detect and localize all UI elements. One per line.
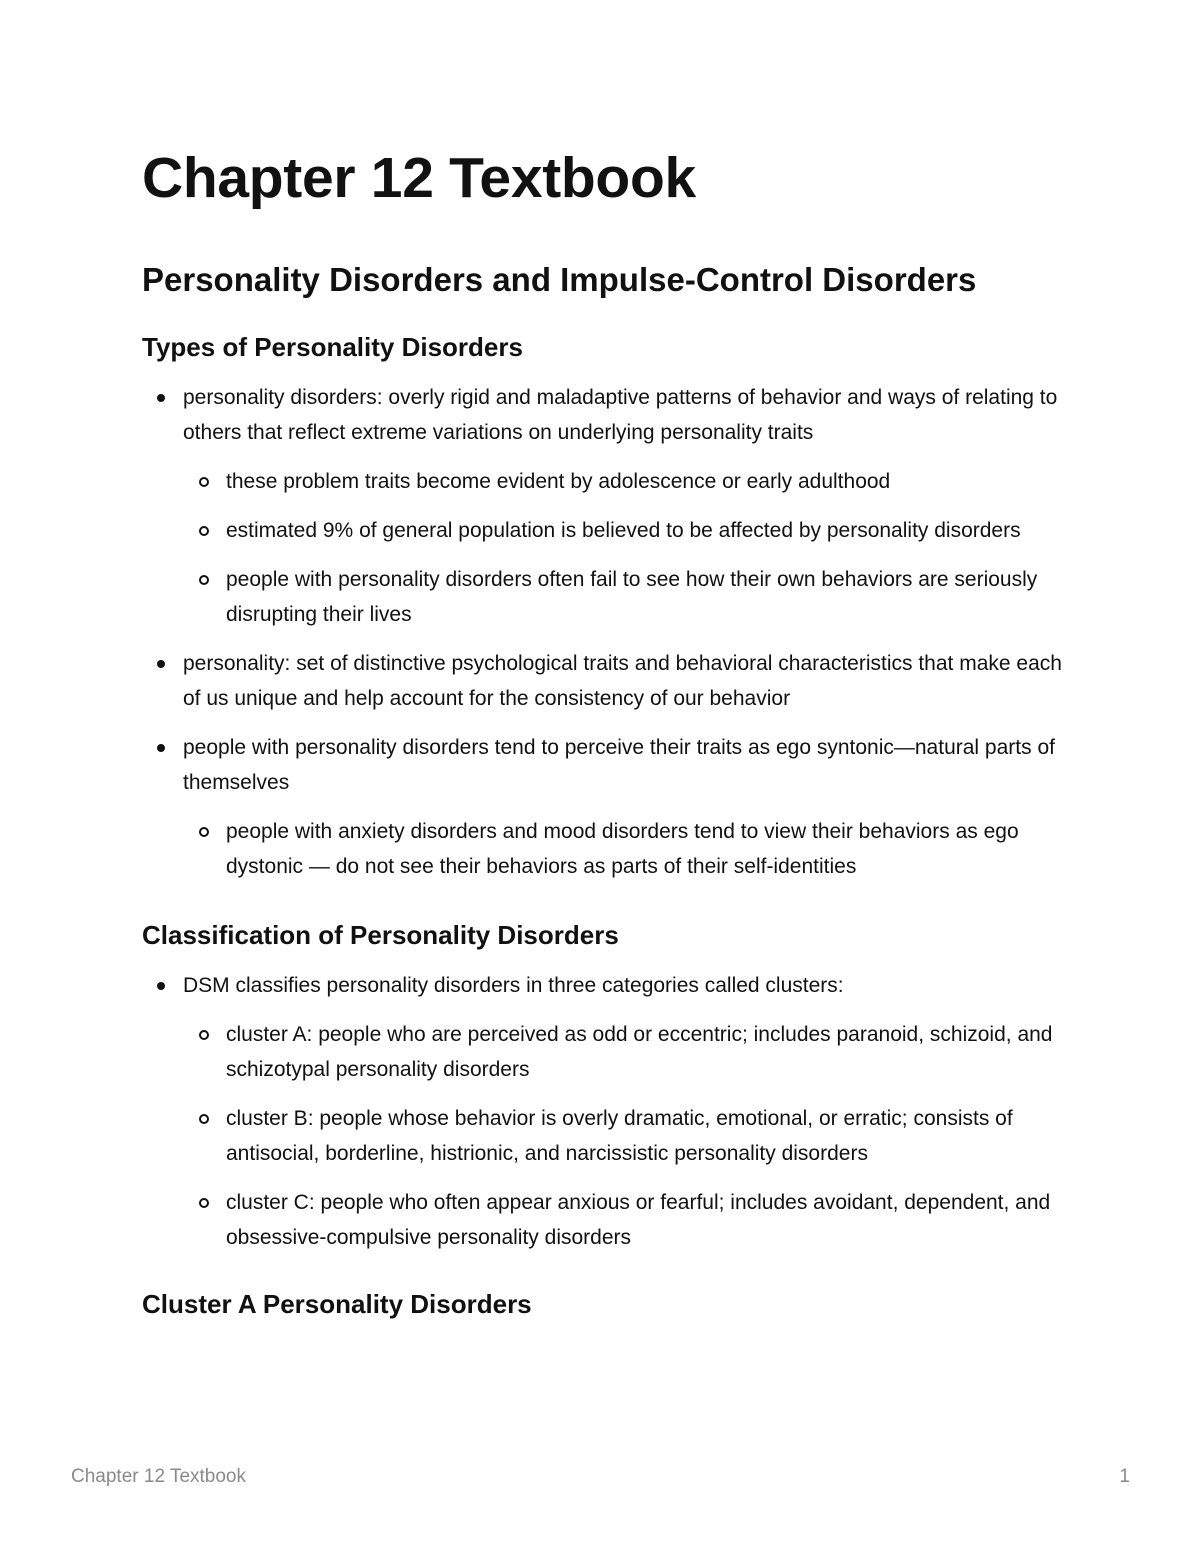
sub-list-item: cluster C: people who often appear anxious or fearful; includes avoidant, dependent, and obsessive-compulsive personality disorders — [183, 1185, 1062, 1255]
sub-list-item: cluster A: people who are perceived as odd or eccentric; includes paranoid, schizoid, and schizotypal personality disorders — [183, 1017, 1062, 1087]
list-item — [142, 380, 1062, 632]
section-heading-types: Types of Personality Disorders — [142, 332, 523, 362]
sub-bullet-list — [183, 464, 1062, 632]
list-item — [142, 646, 1062, 716]
footer-page-number: 1 — [1119, 1466, 1130, 1487]
list-item-text: people with personality disorders tend to perceive their traits as ego syntonic—natural parts of themselves — [183, 736, 1055, 794]
footer-title: Chapter 12 Textbook — [71, 1466, 246, 1487]
list-item — [142, 730, 1062, 884]
list-item-text: DSM classifies personality disorders in three categories called clusters: — [183, 974, 844, 997]
sub-bullet-list — [183, 814, 1062, 884]
list-item-text: personality disorders: overly rigid and maladaptive patterns of behavior and ways of relating to others that reflect extreme variations on underlying personality traits — [183, 386, 1058, 444]
section-heading-cluster-a: Cluster A Personality Disorders — [142, 1289, 532, 1319]
list-item — [142, 968, 1062, 1255]
sub-list-item: people with anxiety disorders and mood disorders tend to view their behaviors as ego dystonic — do not see their behaviors as parts of their self-identities — [183, 814, 1062, 884]
bullet-list — [142, 968, 1062, 1255]
page-title: Chapter 12 Textbook — [142, 146, 696, 210]
page-content — [142, 140, 1062, 1321]
sub-bullet-list — [183, 1017, 1062, 1255]
section-heading-classification: Classification of Personality Disorders — [142, 920, 619, 950]
sub-list-item: these problem traits become evident by adolescence or early adulthood — [183, 464, 1062, 499]
sub-list-item: people with personality disorders often fail to see how their own behaviors are seriously disrupting their lives — [183, 562, 1062, 632]
sub-list-item: estimated 9% of general population is believed to be affected by personality disorders — [183, 513, 1062, 548]
chapter-subtitle: Personality Disorders and Impulse-Control Disorders — [142, 261, 977, 298]
bullet-list — [142, 380, 1062, 884]
sub-list-item: cluster B: people whose behavior is overly dramatic, emotional, or erratic; consists of antisocial, borderline, histrionic, and narcissistic personality disorders — [183, 1101, 1062, 1171]
list-item-text: personality: set of distinctive psychological traits and behavioral characteristics that make each of us unique and help account for the consistency of our behavior — [183, 652, 1062, 710]
